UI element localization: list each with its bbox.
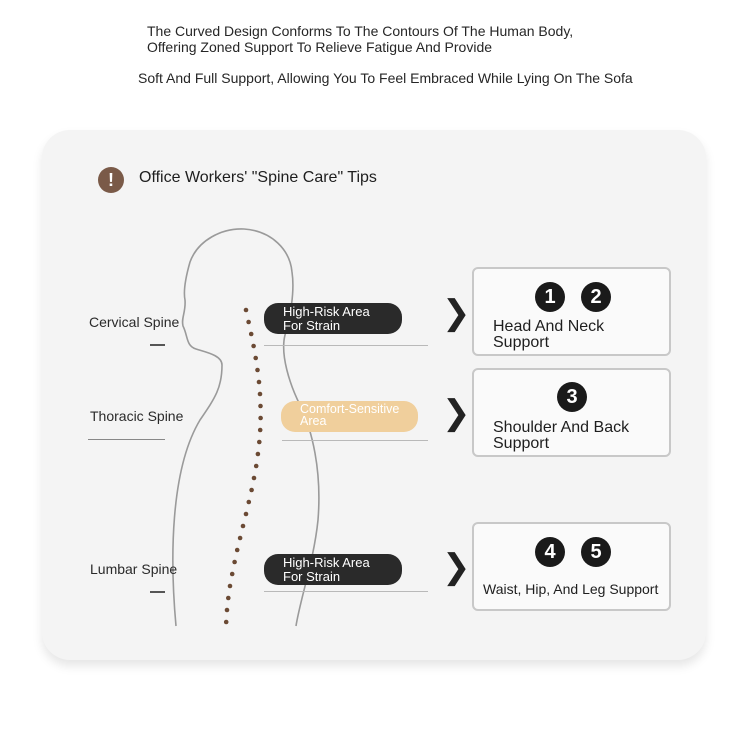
area-badge-high-risk <box>264 303 402 334</box>
support-box-head-neck <box>472 267 671 356</box>
spine-dot <box>249 488 254 493</box>
spine-dot <box>258 416 263 421</box>
spine-dot <box>246 320 251 325</box>
spine-dot <box>249 332 254 337</box>
spine-dot <box>255 368 260 373</box>
spine-dot <box>257 440 262 445</box>
spine-dot <box>257 380 262 385</box>
area-badge-line: For Strain <box>283 569 341 584</box>
divider <box>264 345 428 346</box>
spine-label-lumbar: Lumbar Spine <box>90 561 178 577</box>
spine-dot <box>226 596 231 601</box>
chevron-right-icon: ❯ <box>442 394 471 432</box>
spine-dot <box>244 308 249 313</box>
chevron-right-icon: ❯ <box>442 548 471 586</box>
spine-dot <box>224 620 229 625</box>
number-badge: 1 <box>535 282 565 312</box>
support-label <box>493 319 604 351</box>
number-badge: 3 <box>557 382 587 412</box>
chevron-right-icon: ❯ <box>442 294 471 332</box>
number-badge: 4 <box>535 537 565 567</box>
intro-line: Offering Zoned Support To Relieve Fatigue And Provide <box>147 39 493 55</box>
spine-dot <box>258 404 263 409</box>
number-badge: 5 <box>581 537 611 567</box>
spine-dots <box>224 308 263 625</box>
spine-dot <box>230 572 235 577</box>
label-underline <box>88 439 165 440</box>
number-badge: 2 <box>581 282 611 312</box>
spine-dot <box>254 464 259 469</box>
spine-dot <box>258 392 263 397</box>
support-label-line: Head And Neck <box>493 318 605 335</box>
spine-dot <box>252 476 257 481</box>
spine-dot <box>225 608 230 613</box>
spine-label-thoracic: Thoracic Spine <box>90 408 184 424</box>
area-badge-line: Area <box>300 414 327 428</box>
divider <box>282 440 428 441</box>
area-badge-line: Comfort-Sensitive <box>300 402 400 416</box>
area-badge-line: High-Risk Area <box>283 304 370 319</box>
spine-dot <box>238 536 243 541</box>
support-label <box>493 420 629 452</box>
spine-dot <box>241 524 246 529</box>
area-badge-line: For Strain <box>283 318 341 333</box>
support-box-shoulder-back <box>472 368 671 457</box>
spine-dot <box>228 584 233 589</box>
support-label: Waist, Hip, And Leg Support <box>483 581 659 597</box>
spine-dot <box>253 356 258 361</box>
spine-dot <box>247 500 252 505</box>
divider <box>264 591 428 592</box>
area-badge-line: High-Risk Area <box>283 555 370 570</box>
support-label-line: Shoulder And Back <box>493 419 630 436</box>
exclamation-circle-icon: ! <box>98 167 124 193</box>
label-underline <box>150 591 165 593</box>
area-badge-comfort-sensitive <box>281 401 418 432</box>
label-underline <box>150 344 165 346</box>
spine-dot <box>258 428 263 433</box>
spine-dot <box>232 560 237 565</box>
card-title: Office Workers' "Spine Care" Tips <box>139 169 377 186</box>
spine-dot <box>251 344 256 349</box>
spine-dot <box>256 452 261 457</box>
spine-label-cervical: Cervical Spine <box>89 314 180 330</box>
support-label-line: Support <box>493 334 550 351</box>
intro-line: The Curved Design Conforms To The Contours Of The Human Body, <box>147 23 574 39</box>
spine-dot <box>235 548 240 553</box>
intro-line: Soft And Full Support, Allowing You To Feel Embraced While Lying On The Sofa <box>138 70 633 86</box>
area-badge-high-risk <box>264 554 402 585</box>
support-box-waist-hip-leg <box>472 522 671 611</box>
spine-dot <box>244 512 249 517</box>
support-label-line: Support <box>493 435 550 452</box>
